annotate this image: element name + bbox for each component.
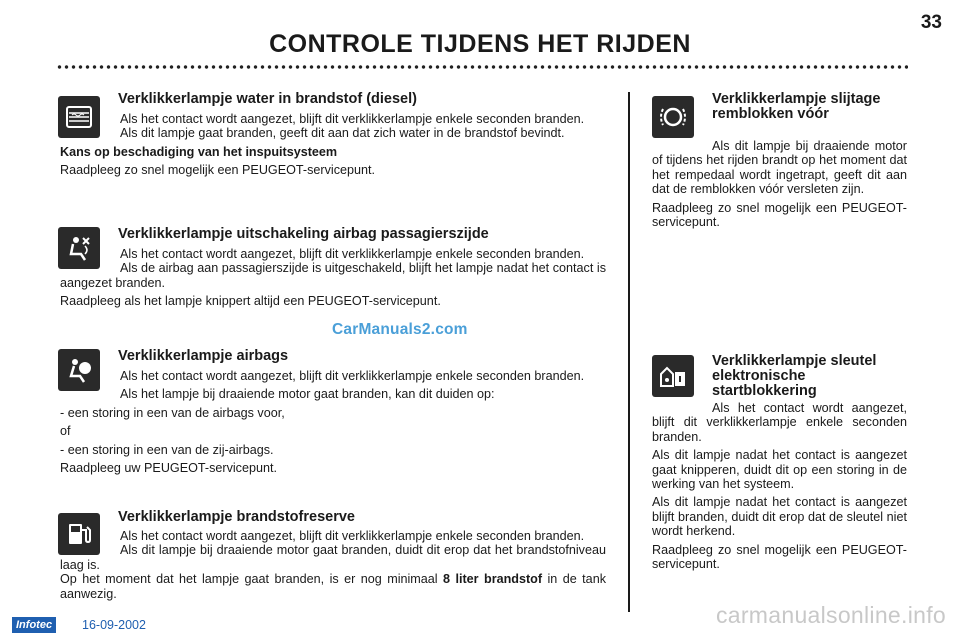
section-body-brake-pads (652, 139, 907, 229)
page-title: CONTROLE TIJDENS HET RIJDEN (269, 30, 691, 58)
paragraph: Raadpleeg zo snel mogelijk een PEUGEOT-servicepunt. (652, 542, 907, 572)
paragraph: Op het moment dat het lampje gaat branden, is er nog minimaal 8 liter brandstof in de tank aanwezig. (60, 572, 606, 601)
infotec-logo: Infotec (12, 617, 56, 633)
section-title-water-in-fuel: Verklikkerlampje water in brandstof (diesel) (118, 91, 417, 107)
brake-pad-wear-icon (652, 96, 694, 138)
section-body-fuel-reserve (60, 529, 606, 601)
key-immobiliser-icon (652, 355, 694, 397)
paragraph: Als de airbag aan passagierszijde is uitgeschakeld, blijft het lampje nadat het contact is aangezet branden. (60, 261, 606, 290)
paragraph: Raadpleeg zo snel mogelijk een PEUGEOT-servicepunt. (60, 163, 376, 178)
watermark: CarManuals2.com (332, 321, 468, 338)
list-item: - een storing in een van de zij-airbags. (60, 442, 274, 457)
paragraph: Raadpleeg als het lampje knippert altijd een PEUGEOT-servicepunt. (60, 294, 441, 309)
paragraph: Als het contact wordt aangezet, blijft dit verklikkerlampje enkele seconden branden. (120, 247, 585, 261)
section-body-airbags (60, 369, 606, 475)
paragraph: Raadpleeg zo snel mogelijk een PEUGEOT-servicepunt. (652, 200, 907, 230)
paragraph: Raadpleeg uw PEUGEOT-servicepunt. (60, 461, 277, 476)
column-divider (628, 92, 630, 612)
paragraph: Als het contact wordt aangezet, blijft dit verklikkerlampje enkele seconden branden. (652, 401, 907, 444)
section-body-key-immobiliser (652, 401, 907, 571)
section-body-passenger-airbag (60, 247, 606, 309)
section-body-water-in-fuel (60, 112, 606, 178)
paragraph: Als het contact wordt aangezet, blijft dit verklikkerlampje enkele seconden branden. (120, 529, 585, 543)
warning-line: Kans op beschadiging van het inspuitsysteem (60, 144, 338, 159)
footer-site-watermark: carmanualsonline.info (715, 602, 946, 628)
list-item: - een storing in een van de airbags voor, (60, 405, 285, 420)
section-title-brake-pads: Verklikkerlampje slijtage remblokken vóór (712, 91, 881, 122)
section-title-fuel-reserve: Verklikkerlampje brandstofreserve (118, 509, 355, 525)
fuel-quantity: 8 liter brandstof (443, 572, 543, 587)
paragraph: Als dit lampje bij draaiende motor gaat branden, duidt dit erop dat het brandstofniveau laag is. (60, 543, 606, 572)
paragraph: Als dit lampje bij draaiende motor of tijdens het rijden brandt op het moment dat het rempedaal wordt ingetrapt, geeft dit aan dat de remblokken vóór versleten zijn. (652, 139, 907, 197)
paragraph: Als het lampje bij draaiende motor gaat branden, kan dit duiden op: (120, 387, 495, 402)
section-title-airbags: Verklikkerlampje airbags (118, 348, 289, 364)
list-connector: of (60, 424, 71, 439)
page-number: 33 (920, 12, 942, 33)
paragraph: Als dit lampje gaat branden, geeft dit aan dat zich water in de brandstof bevindt. (120, 126, 565, 141)
paragraph: Als het contact wordt aangezet, blijft dit verklikkerlampje enkele seconden branden. (120, 112, 585, 126)
dotted-divider (56, 64, 908, 70)
section-title-passenger-airbag: Verklikkerlampje uitschakeling airbag passagierszijde (118, 226, 489, 242)
paragraph: Als dit lampje nadat het contact is aangezet gaat knipperen, duidt dit op een storing in de werking van het systeem. (652, 448, 907, 492)
footer-date: 16-09-2002 (82, 618, 146, 632)
paragraph: Als het contact wordt aangezet, blijft dit verklikkerlampje enkele seconden branden. (120, 369, 585, 383)
paragraph: Als dit lampje nadat het contact is aangezet blijft branden, duidt dit erop dat de sleutel niet wordt herkend. (652, 495, 907, 539)
section-title-key-immobiliser: Verklikkerlampje sleutel elektronische startblokkering (712, 353, 877, 399)
